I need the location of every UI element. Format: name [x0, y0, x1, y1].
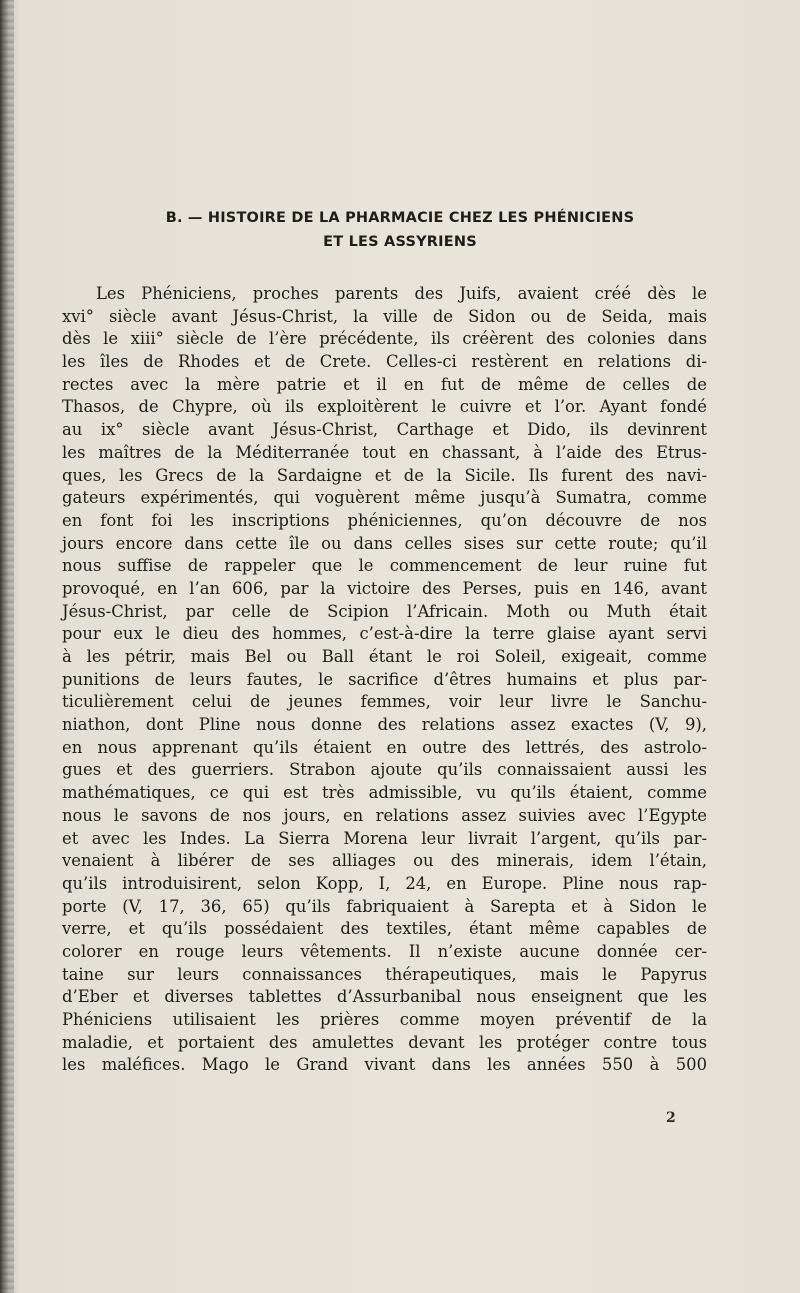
- text-line: d’Eber et diverses tablettes d’Assurbanibal nous enseignent que les: [62, 987, 707, 1007]
- text-line: Thasos, de Chypre, où ils exploitèrent le cuivre et l’or. Ayant fondé: [62, 397, 707, 417]
- text-line: xvi° siècle avant Jésus-Christ, la ville de Sidon ou de Seida, mais: [62, 306, 707, 326]
- text-line: en font foi les inscriptions phéniciennes, qu’on découvre de nos: [62, 510, 707, 530]
- body-paragraph: [62, 283, 707, 1077]
- section-heading-line-1: B. — HISTOIRE DE LA PHARMACIE CHEZ LES PHÉNICIENS: [165, 210, 635, 226]
- text-line: pour eux le dieu des hommes, c’est-à-dire la terre glaise ayant servi: [62, 624, 707, 644]
- text-line: nous suffise de rappeler que le commencement de leur ruine fut: [62, 556, 707, 576]
- text-line: ticulièrement celui de jeunes femmes, voir leur livre le Sanchu-: [62, 692, 707, 712]
- text-line: verre, et qu’ils possédaient des textiles, étant même capables de: [62, 919, 707, 939]
- text-line: Les Phéniciens, proches parents des Juifs, avaient créé dès le: [96, 284, 707, 303]
- text-line: gues et des guerriers. Strabon ajoute qu’ils connaissaient aussi les: [62, 760, 707, 780]
- text-line: maladie, et portaient des amulettes devant les protéger contre tous: [62, 1032, 707, 1052]
- text-line: rectes avec la mère patrie et il en fut de même de celles de: [62, 374, 707, 394]
- text-line: colorer en rouge leurs vêtements. Il n’existe aucune donnée cer-: [62, 941, 707, 961]
- text-line: Phéniciens utilisaient les prières comme moyen préventif de la: [62, 1010, 707, 1029]
- text-line: les maléfices. Mago le Grand vivant dans les années 550 à 500: [62, 1055, 707, 1075]
- text-line: au ix° siècle avant Jésus-Christ, Carthage et Dido, ils devinrent: [62, 420, 707, 440]
- text-line: à les pétrir, mais Bel ou Ball étant le roi Soleil, exigeait, comme: [62, 647, 707, 666]
- text-line: les îles de Rhodes et de Crete. Celles-ci restèrent en relations di-: [62, 352, 707, 372]
- section-heading-line-2: ET LES ASSYRIENS: [323, 234, 477, 250]
- page-number: 2: [666, 1110, 676, 1126]
- text-line: gateurs expérimentés, qui voguèrent même jusqu’à Sumatra, comme: [62, 488, 707, 508]
- text-line: jours encore dans cette île ou dans celles sises sur cette route; qu’il: [62, 533, 707, 553]
- text-line: les maîtres de la Méditerranée tout en chassant, à l’aide des Etrus-: [62, 442, 707, 462]
- text-line: mathématiques, ce qui est très admissible, vu qu’ils étaient, comme: [62, 783, 707, 803]
- text-line: venaient à libérer de ses alliages ou des minerais, idem l’étain,: [62, 851, 707, 871]
- text-line: qu’ils introduisirent, selon Kopp, I, 24, en Europe. Pline nous rap-: [62, 873, 707, 893]
- text-line: en nous apprenant qu’ils étaient en outre des lettrés, des astrolo-: [62, 737, 707, 757]
- text-line: dès le xiii° siècle de l’ère précédente, ils créèrent des colonies dans: [62, 329, 707, 349]
- text-line: Jésus-Christ, par celle de Scipion l’Africain. Moth ou Muth était: [62, 601, 707, 621]
- text-line: taine sur leurs connaissances thérapeutiques, mais le Papyrus: [62, 964, 707, 984]
- text-line: punitions de leurs fautes, le sacrifice d’êtres humains et plus par-: [62, 669, 707, 689]
- text-line: ques, les Grecs de la Sardaigne et de la Sicile. Ils furent des navi-: [62, 465, 707, 485]
- text-line: nous le savons de nos jours, en relations assez suivies avec l’Egypte: [62, 805, 707, 825]
- text-line: et avec les Indes. La Sierra Morena leur livrait l’argent, qu’ils par-: [62, 828, 707, 848]
- text-line: porte (V, 17, 36, 65) qu’ils fabriquaient à Sarepta et à Sidon le: [62, 896, 707, 916]
- binding-edge: [0, 0, 14, 1293]
- text-line: provoqué, en l’an 606, par la victoire des Perses, puis en 146, avant: [62, 578, 707, 598]
- text-line: niathon, dont Pline nous donne des relations assez exactes (V, 9),: [62, 715, 707, 735]
